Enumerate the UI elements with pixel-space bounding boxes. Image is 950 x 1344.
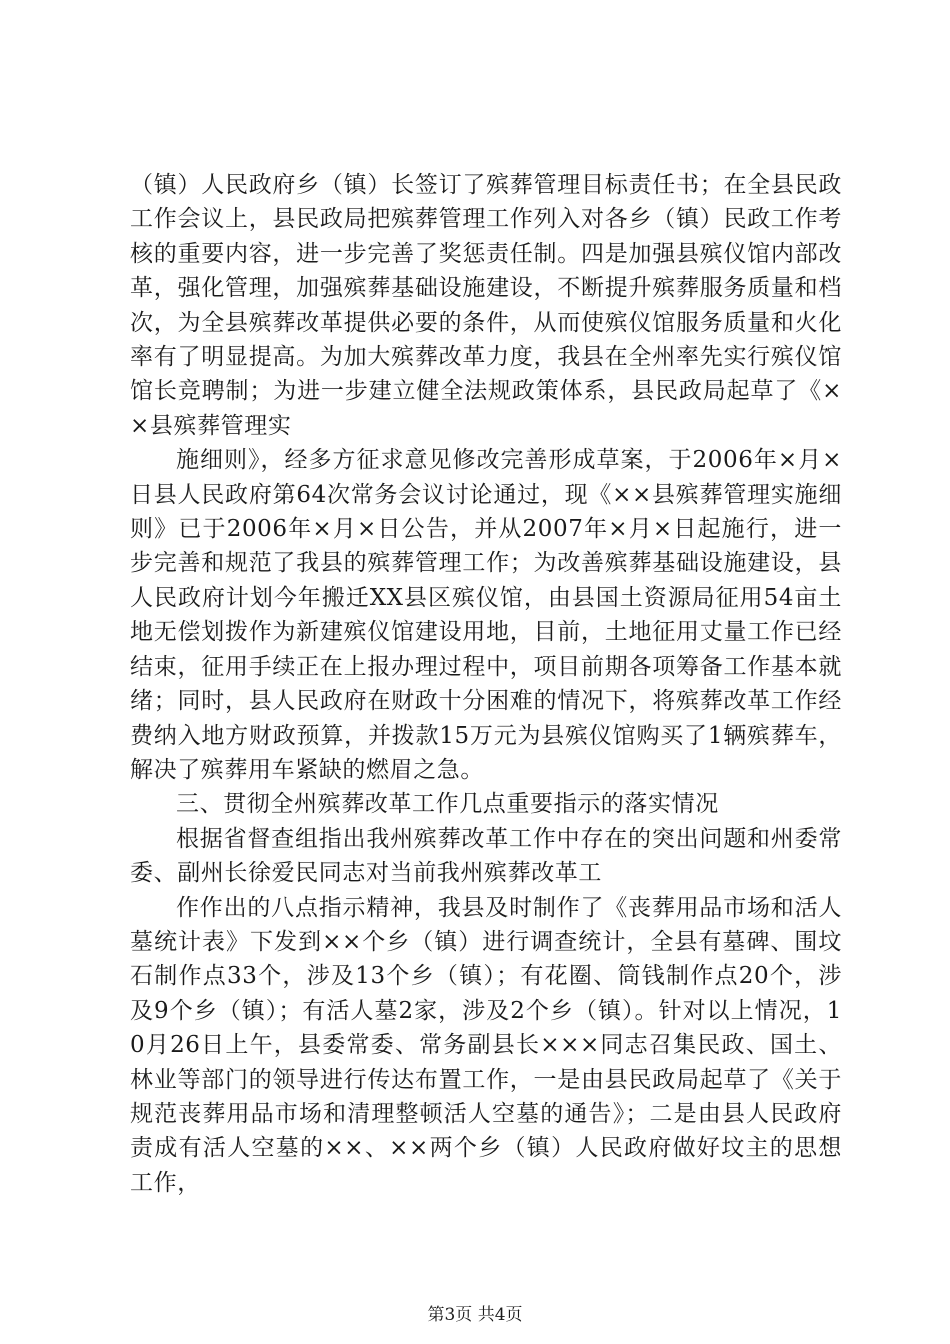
page-footer: 第3页 共4页: [427, 1305, 523, 1325]
section-heading: 三、贯彻全州殡葬改革工作几点重要指示的落实情况: [176, 791, 719, 818]
document-body: [130, 168, 842, 1200]
paragraph-2: 施细则》，经多方征求意见修改完善形成草案，于2006年×月×日县人民政府第64次常务会议讨论通过，现《××县殡葬管理实施细则》已于2006年×月×日公告，并从2007年×月×日起施行，进一步完善和规范了我县的殡葬管理工作；为改善殡葬基础设施建设，县人民政府计划今年搬迁XX县区殡仪馆，由县国土资源局征用54亩土地无偿划拨作为新建殡仪馆建设用地，目前，土地征用丈量工作已经结束，征用手续正在上报办理过程中，项目前期各项筹备工作基本就绪；同时，县人民政府在财政十分困难的情况下，将殡葬改革工作经费纳入地方财政预算，并拨款15万元为县殡仪馆购买了1辆殡葬车，解决了殡葬用车紧缺的燃眉之急。: [130, 447, 842, 783]
paragraph-1: （镇）人民政府乡（镇）长签订了殡葬管理目标责任书；在全县民政工作会议上，县民政局把殡葬管理工作列入对各乡（镇）民政工作考核的重要内容，进一步完善了奖惩责任制。四是加强县殡仪馆内部改革，强化管理，加强殡葬基础设施建设，不断提升殡葬服务质量和档次，为全县殡葬改革提供必要的条件，从而使殡仪馆服务质量和火化率有了明显提高。为加大殡葬改革力度，我县在全州率先实行殡仪馆馆长竞聘制；为进一步建立健全法规政策体系，县民政局起草了《××县殡葬管理实: [130, 172, 842, 439]
paragraph-3: 根据省督查组指出我州殡葬改革工作中存在的突出问题和州委常委、副州长徐爱民同志对当前我州殡葬改革工: [130, 825, 842, 887]
paragraph-4: 作作出的八点指示精神，我县及时制作了《丧葬用品市场和活人墓统计表》下发到××个乡（镇）进行调查统计，全县有墓碑、围坟石制作点33个，涉及13个乡（镇）；有花圈、筒钱制作点20个，涉及9个乡（镇）；有活人墓2家，涉及2个乡（镇）。针对以上情况，10月26日上午，县委常委、常务副县长×××同志召集民政、国土、林业等部门的领导进行传达布置工作，一是由县民政局起草了《关于规范丧葬用品市场和清理整顿活人空墓的通告》；二是由县人民政府责成有活人空墓的××、××两个乡（镇）人民政府做好坟主的思想工作，: [130, 894, 842, 1196]
